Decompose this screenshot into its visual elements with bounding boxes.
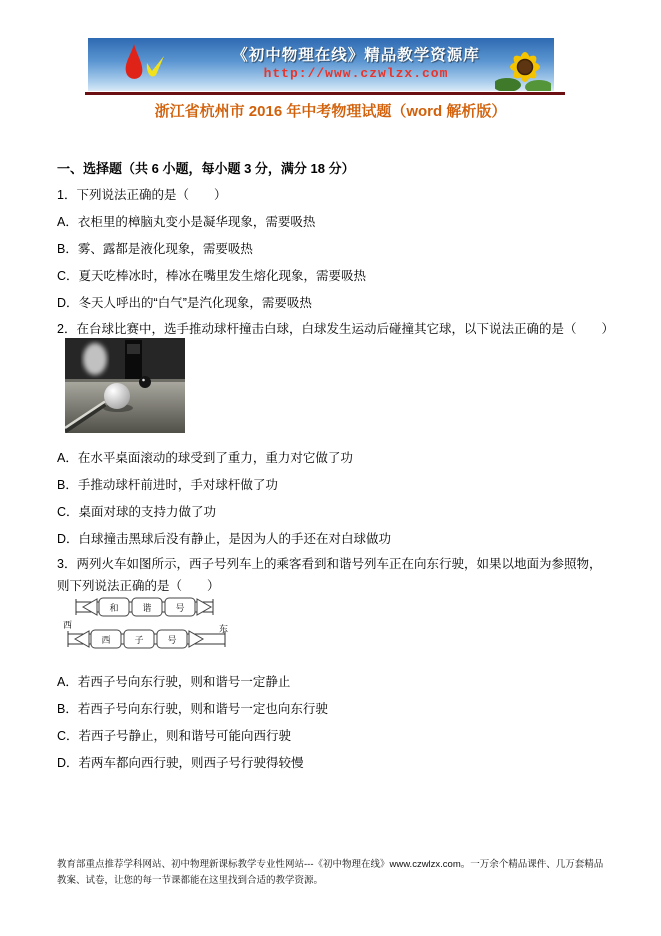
section-heading: 一、选择题（共 6 小题，每小题 3 分，满分 18 分） bbox=[57, 161, 355, 176]
question-3-option-c: C．若西子号静止，则和谐号可能向西行驶 bbox=[57, 729, 292, 743]
question-2-option-d: D．白球撞击黑球后没有静止，是因为人的手还在对白球做功 bbox=[57, 532, 392, 546]
question-3-option-a: A．若西子号向东行驶，则和谐号一定静止 bbox=[57, 675, 291, 689]
question-1-option-a: A．衣柜里的樟脑丸变小是凝华现象，需要吸热 bbox=[57, 215, 316, 229]
train-top-nose-east bbox=[197, 599, 211, 615]
question-1-option-c: C．夏天吃棒冰时，棒冰在嘴里发生熔化现象，需要吸热 bbox=[57, 269, 367, 283]
question-3-stem: 3．两列火车如图所示，西子号列车上的乘客看到和谐号列车正在向东行驶，如果以地面为参照物，则下列说法正确的是（ ） bbox=[57, 557, 602, 593]
billiards-photo bbox=[65, 338, 185, 433]
site-logo-icon bbox=[118, 43, 174, 85]
banner-text bbox=[206, 43, 506, 81]
train-car-label: 号 bbox=[175, 603, 185, 613]
banner-divider bbox=[85, 92, 565, 95]
question-3-option-b: B．若西子号向东行驶，则和谐号一定也向东行驶 bbox=[57, 702, 328, 716]
question-2-option-b: B．手推动球杆前进时，手对球杆做了功 bbox=[57, 478, 278, 492]
west-direction-label: 西 bbox=[63, 620, 73, 630]
page-footer: 教育部重点推荐学科网站、初中物理新课标教学专业性网站---《初中物理在线》www.czwlzx.com。一万余个精品课件、几万套精品教案、试卷，让您的每一节课都能在这里找到合适的教学资源。 bbox=[57, 859, 604, 886]
train-car-label: 号 bbox=[167, 635, 177, 645]
question-2-option-c: C．桌面对球的支持力做了功 bbox=[57, 505, 217, 519]
question-2-option-a: A．在水平桌面滚动的球受到了重力，重力对它做了功 bbox=[57, 451, 353, 465]
train-top-nose-west bbox=[83, 599, 97, 615]
train-bottom-nose-east bbox=[189, 631, 203, 647]
sunflower-icon bbox=[495, 45, 551, 91]
train-car-label: 和 bbox=[109, 603, 119, 613]
question-1-option-b: B．雾、露都是液化现象，需要吸热 bbox=[57, 242, 253, 256]
train-diagram bbox=[62, 592, 229, 655]
train-bottom-nose-west bbox=[75, 631, 89, 647]
site-title: 《初中物理在线》精品教学资源库 bbox=[232, 47, 480, 64]
train-car-label: 谐 bbox=[142, 603, 152, 613]
question-1-stem: 1．下列说法正确的是（ ） bbox=[57, 188, 227, 202]
site-banner bbox=[88, 38, 554, 91]
page-title: 浙江省杭州市 2016 年中考物理试题（word 解析版） bbox=[154, 103, 507, 120]
question-1-option-d: D．冬天人呼出的“白气”是汽化现象，需要吸热 bbox=[57, 296, 312, 310]
site-url-link[interactable]: http://www.czwlzx.com bbox=[263, 66, 449, 81]
train-car-label: 子 bbox=[134, 635, 144, 645]
question-2-stem: 2．在台球比赛中，选手推动球杆撞击白球，白球发生运动后碰撞其它球，以下说法正确的是（ ） bbox=[57, 322, 614, 336]
train-car-label: 西 bbox=[101, 635, 111, 645]
question-3-option-d: D．若两车都向西行驶，则西子号行驶得较慢 bbox=[57, 756, 304, 770]
document-body bbox=[57, 155, 613, 777]
east-direction-label: 东 bbox=[218, 624, 228, 634]
